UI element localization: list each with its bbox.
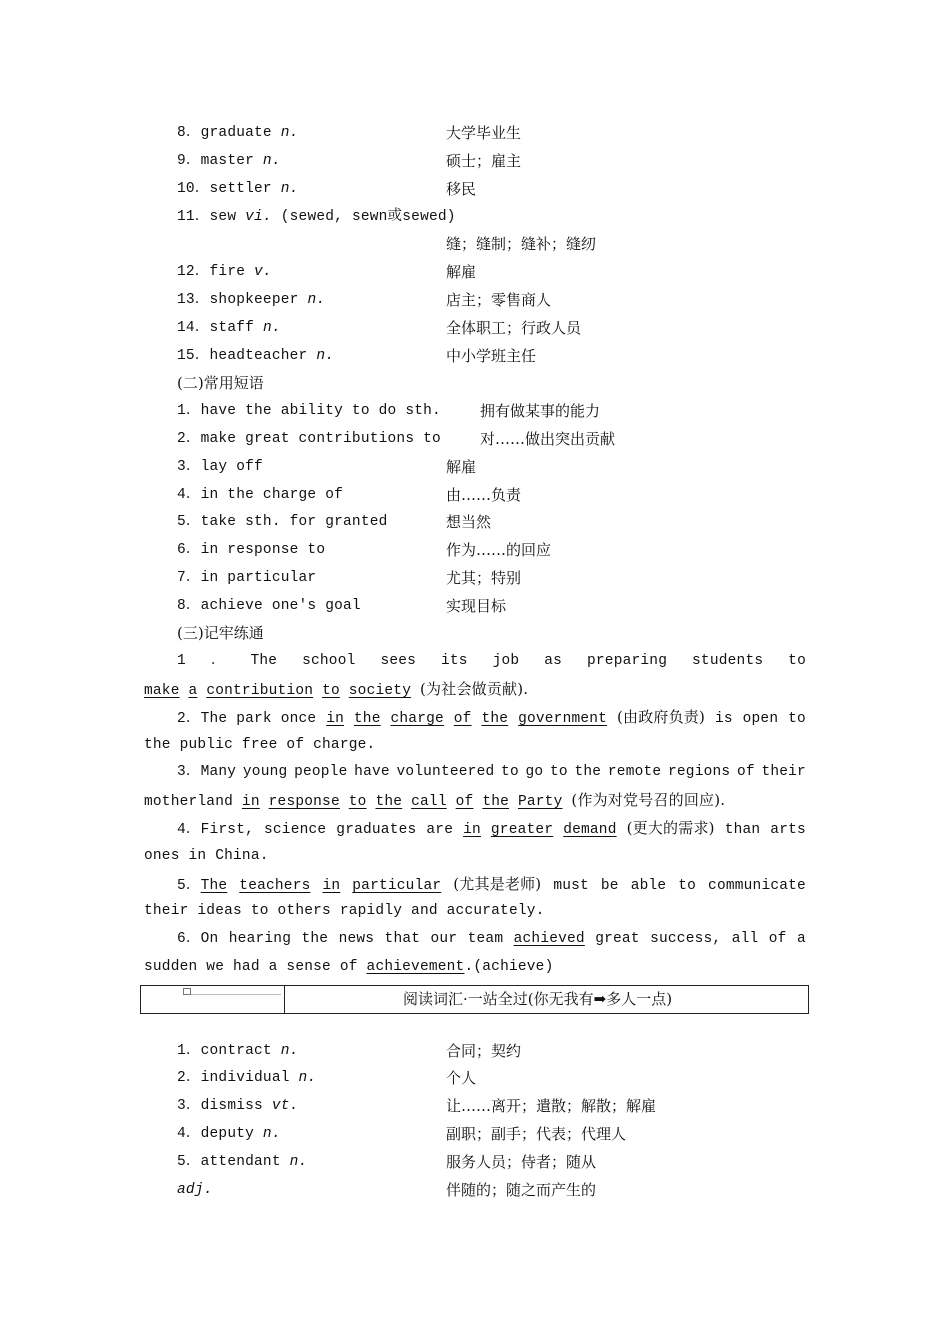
word: communicate <box>708 878 806 894</box>
answer-blank: response <box>268 794 340 810</box>
phrase-meaning: 拥有做某事的能力 <box>480 402 601 420</box>
hint: (作为对党号召的回应). <box>571 791 726 809</box>
word: job <box>492 653 520 669</box>
word: The <box>250 653 278 669</box>
word: is <box>714 711 733 727</box>
word: to <box>550 764 568 780</box>
phrase-meaning: 想当然 <box>446 513 492 531</box>
section-banner-decoration <box>183 988 281 995</box>
word: ones in China. <box>144 848 269 864</box>
word: young <box>242 764 288 780</box>
practice-sentence-4-line-1 <box>177 818 806 838</box>
word: hearing <box>228 931 292 947</box>
vocab-meaning: 大学毕业生 <box>446 124 522 142</box>
word: to <box>678 878 697 894</box>
phrase-meaning: 对……做出突出贡献 <box>480 430 616 448</box>
answer-blank: greater <box>490 822 554 838</box>
vocab-meaning: 全体职工；行政人员 <box>446 319 582 337</box>
vocab-meaning: 解雇 <box>446 263 477 281</box>
word: sees <box>380 653 417 669</box>
vocab-forms: (sewed, sewn或sewed) <box>271 209 456 225</box>
vocab-number: 8． <box>177 125 201 141</box>
phrase-meaning: 解雇 <box>446 458 477 476</box>
vocab-meaning: 合同；契约 <box>446 1042 522 1060</box>
section-banner <box>140 985 809 1014</box>
vocab-item <box>177 346 334 366</box>
answer-blank: The <box>200 878 228 894</box>
hint: (更大的需求) <box>626 819 715 837</box>
word: their <box>761 764 806 780</box>
word: regions <box>667 764 731 780</box>
phrase-english: 1．have the ability to do sth. <box>177 403 441 419</box>
vocab-number: 15． <box>177 348 210 364</box>
vocab-number: 4． <box>177 1126 201 1142</box>
vocab-number: 9． <box>177 153 201 169</box>
word: the public free of charge. <box>144 737 376 753</box>
word: preparing <box>586 653 668 669</box>
word: open <box>742 711 779 727</box>
vocab-item <box>177 1041 299 1061</box>
word: its <box>440 653 468 669</box>
word: motherland <box>144 794 234 810</box>
vocab-number: 10． <box>177 181 210 197</box>
word: to <box>501 764 519 780</box>
vocab-pos: n. <box>280 125 299 141</box>
word: sudden we had a sense of <box>144 959 358 975</box>
answer-blank: Party <box>517 794 563 810</box>
word: 1 <box>177 653 186 669</box>
word: that <box>384 931 421 947</box>
answer-blank: the <box>353 711 381 727</box>
vocab-item <box>177 262 272 282</box>
practice-sentence-5-line-1 <box>177 874 806 894</box>
vocab-meaning: 个人 <box>446 1069 477 1087</box>
word: to <box>788 711 806 727</box>
vocab-item <box>177 151 281 171</box>
vocab-number: 13． <box>177 292 210 308</box>
word: their ideas to others rapidly and accurately. <box>144 903 545 919</box>
answer-blank: the <box>375 794 403 810</box>
vocab-pos: n. <box>280 181 299 197</box>
phrase-english: 2．make great contributions to <box>177 431 441 447</box>
vocab-word: graduate <box>200 125 281 141</box>
vocab-word: fire <box>209 264 255 280</box>
answer-blank: society <box>348 683 412 699</box>
answer-blank: of <box>453 711 472 727</box>
word: of <box>768 931 787 947</box>
vocab-word: individual <box>200 1070 299 1086</box>
section-banner-title: 阅读词汇·一站全过(你无我有➡多人一点) <box>403 990 673 1008</box>
answer-blank: contribution <box>206 683 314 699</box>
word: of <box>736 764 755 780</box>
vocab-item <box>177 123 299 143</box>
word: great <box>595 931 640 947</box>
practice-sentence-6-line-1 <box>177 929 806 949</box>
vocab-pos: v. <box>254 264 272 280</box>
vocab-item <box>177 290 325 310</box>
word: 5．The <box>177 878 228 894</box>
practice-sentence-3-line-1 <box>177 762 806 782</box>
answer-blank: particular <box>352 878 442 894</box>
word: 3．Many <box>177 764 237 780</box>
vocab-number: 11． <box>177 209 210 225</box>
word: able <box>630 878 667 894</box>
vocab-meaning: 中小学班主任 <box>446 347 537 365</box>
word: remote <box>607 764 662 780</box>
answer-blank: call <box>411 794 447 810</box>
vocab-pos: n. <box>307 292 326 308</box>
word: news <box>338 931 375 947</box>
vocab-item <box>177 179 299 199</box>
word: the <box>301 931 329 947</box>
word: be <box>600 878 619 894</box>
vocab-number: 3． <box>177 1098 201 1114</box>
word: to <box>788 653 806 669</box>
image-placeholder-icon <box>183 988 191 995</box>
answer-blank: achieved <box>513 931 585 947</box>
phrase-meaning: 由……负责 <box>446 486 522 504</box>
word: 2．The park once <box>177 711 317 727</box>
answer-blank: teachers <box>239 878 311 894</box>
answer-blank: make <box>144 683 180 699</box>
phrase-english: 8．achieve one's goal <box>177 598 361 614</box>
vocab-pos: n. <box>280 1043 299 1059</box>
word: people <box>294 764 348 780</box>
vocab-number: 2． <box>177 1070 201 1086</box>
vocab-item <box>177 1068 316 1088</box>
phrase-meaning: 作为……的回应 <box>446 541 552 559</box>
answer-blank: in <box>463 822 481 838</box>
vocab-meaning: 伴随的；随之而产生的 <box>446 1181 597 1199</box>
answer-blank: achievement <box>366 959 465 975</box>
answer-blank: the <box>481 711 509 727</box>
hint: (尤其是老师) <box>453 875 542 893</box>
vocab-number: 14． <box>177 320 210 336</box>
vocab-number: 12． <box>177 264 210 280</box>
word: ． <box>210 653 226 669</box>
vocab-pos: n. <box>316 348 335 364</box>
practice-sentence-2-line-1 <box>177 707 806 727</box>
vocab-item <box>177 1152 307 1172</box>
vocab-meaning: 店主；零售商人 <box>446 291 552 309</box>
vocab-item <box>177 1180 213 1200</box>
vocab-meaning: 移民 <box>446 180 477 198</box>
vocab-item <box>177 1096 299 1116</box>
word: .(achieve) <box>464 959 554 975</box>
word: a <box>796 931 806 947</box>
phrase-english: 3．lay off <box>177 459 263 475</box>
answer-blank: to <box>348 794 367 810</box>
vocab-pos: n. <box>262 1126 281 1142</box>
answer-blank: in <box>241 794 260 810</box>
practice-sentence-5-line-2 <box>144 901 545 921</box>
vocab-pos: n. <box>262 320 281 336</box>
word: our <box>430 931 458 947</box>
answer-blank: in <box>326 711 345 727</box>
vocab-word: attendant <box>200 1154 290 1170</box>
vocab-word: deputy <box>200 1126 263 1142</box>
vocab-word: staff <box>209 320 263 336</box>
vocab-number: 1． <box>177 1043 201 1059</box>
word: all <box>731 931 759 947</box>
vocab-word: settler <box>209 181 281 197</box>
answer-blank: the <box>482 794 510 810</box>
vocab-word: contract <box>200 1043 281 1059</box>
phrase-meaning: 实现目标 <box>446 597 507 615</box>
vocab-item <box>177 1124 281 1144</box>
answer-blank: demand <box>563 822 617 838</box>
answer-blank: of <box>455 794 474 810</box>
vocab-number: 5． <box>177 1154 201 1170</box>
word: the <box>574 764 602 780</box>
vocab-word: dismiss <box>200 1098 272 1114</box>
vocab-word: sew <box>209 209 246 225</box>
word: must <box>553 878 589 894</box>
section-banner-left-cell <box>141 986 285 1013</box>
word: than <box>724 822 761 838</box>
word: go <box>525 764 544 780</box>
vocab-meaning: 缝；缝制；缝补；缝纫 <box>446 235 597 253</box>
hint: (为社会做贡献). <box>420 680 529 698</box>
practice-sentence-6-line-2 <box>144 957 553 977</box>
vocab-pos: adj. <box>177 1182 213 1198</box>
vocab-pos: n. <box>298 1070 317 1086</box>
vocab-pos: vi. <box>245 209 272 225</box>
answer-blank: to <box>322 683 340 699</box>
word: arts <box>770 822 806 838</box>
phrase-english: 7．in particular <box>177 570 317 586</box>
word: graduates <box>336 822 417 838</box>
vocab-pos: n. <box>289 1154 308 1170</box>
vocab-pos: n. <box>262 153 281 169</box>
vocab-meaning: 硕士；雇主 <box>446 152 522 170</box>
vocab-item <box>177 207 456 227</box>
word: students <box>692 653 764 669</box>
word: team <box>467 931 504 947</box>
phrase-english: 5．take sth. for granted <box>177 514 388 530</box>
answer-blank: a <box>188 683 198 699</box>
vocab-word: shopkeeper <box>209 292 308 308</box>
hint: (由政府负责) <box>616 708 706 726</box>
word: 4．First, <box>177 822 255 838</box>
practice-sentence-2-line-2 <box>144 735 375 755</box>
section-heading-practice: (三)记牢练通 <box>177 624 264 642</box>
word: have <box>354 764 390 780</box>
vocab-word: headteacher <box>209 348 317 364</box>
phrase-english: 6．in response to <box>177 542 326 558</box>
answer-blank: in <box>322 878 341 894</box>
word: 6．On <box>177 931 219 947</box>
answer-blank: charge <box>390 711 444 727</box>
vocab-meaning: 让……离开；遣散；解散；解雇 <box>446 1097 657 1115</box>
answer-blank: government <box>518 711 608 727</box>
vocab-meaning: 服务人员；侍者；随从 <box>446 1153 597 1171</box>
practice-sentence-3-line-2 <box>144 790 725 810</box>
word: science <box>264 822 327 838</box>
practice-sentence-1-line-1 <box>177 651 806 671</box>
word: success, <box>650 931 722 947</box>
word: school <box>302 653 356 669</box>
phrase-meaning: 尤其；特别 <box>446 569 522 587</box>
practice-sentence-1-line-2 <box>144 679 528 699</box>
vocab-item <box>177 318 281 338</box>
word: as <box>544 653 563 669</box>
practice-sentence-4-line-2 <box>144 846 269 866</box>
phrase-english: 4．in the charge of <box>177 487 344 503</box>
vocab-word: master <box>200 153 263 169</box>
section-heading-phrases: (二)常用短语 <box>177 374 264 392</box>
vocab-meaning: 副职；副手；代表；代理人 <box>446 1125 627 1143</box>
vocab-pos: vt. <box>271 1098 299 1114</box>
word: are <box>426 822 454 838</box>
word: volunteered <box>396 764 495 780</box>
